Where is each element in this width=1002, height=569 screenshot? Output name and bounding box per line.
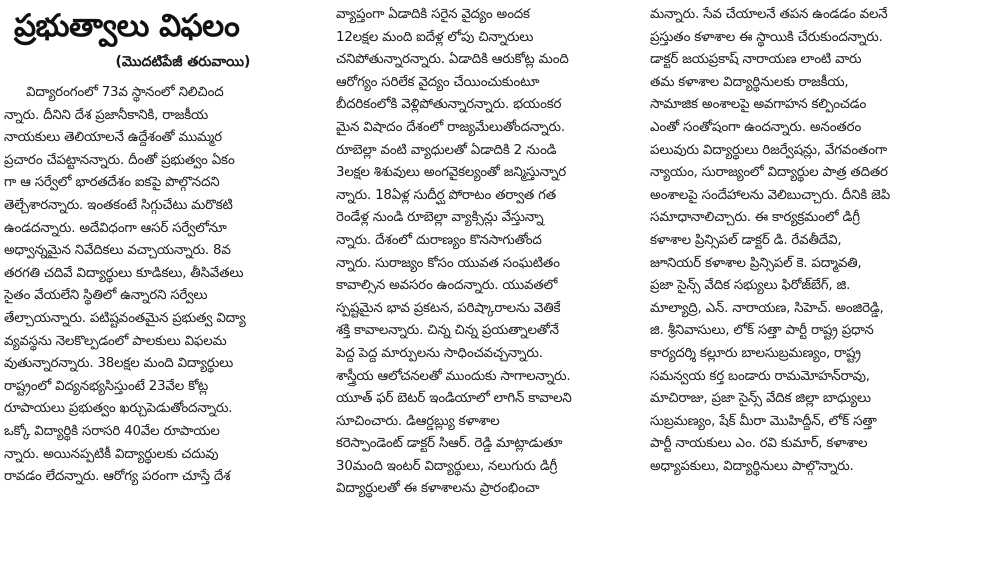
text-line: తేల్చాయన్నారు. పటిష్టవంతమైన ప్రభుత్వ విద్యా — [4, 310, 246, 326]
text-line: సుబ్రమణ్యం, షేక్ మీరా మొహిద్దీన్, లోక్ సత్తా — [650, 413, 877, 429]
text-line: రూపాయలు ప్రభుత్వం ఖర్చుపెడుతోందన్నారు. — [4, 401, 233, 417]
text-line: న్నారు. దేశంలో దురాణ్యం కొనసాగుతోంద — [336, 232, 542, 248]
text-line: వ్యవస్థను నెలకొల్పడంలో పాలకులు విఫలమ — [4, 333, 227, 349]
article-column-3 — [650, 4, 998, 569]
text-line: న్యాయం, సురాజ్యంలో విద్యార్థుల పాత్ర తదితర — [650, 165, 888, 181]
text-line: సమాధానాలిచ్చారు. ఈ కార్యక్రమంలో డిగ్రీ — [650, 210, 860, 226]
text-line: వ్యాప్తంగా ఏడాదికి సరైన వైద్యం అందక — [336, 7, 530, 22]
text-line: తమ కళాశాల విద్యార్థినులకు రాజకీయ, — [650, 74, 849, 90]
text-line: న్నారు. దీనిని దేశ ప్రజానీకానికి, రాజకీయ — [4, 107, 209, 123]
column-1-text — [4, 82, 322, 489]
text-line: సామాజిక అంశాలపై అవగాహన కల్పించడం — [650, 97, 867, 113]
text-line: మాల్యాద్రి, ఎన్. నారాయణ, సిహెచ్. అంజిరెడ్డి, — [650, 300, 884, 316]
text-line: ఉండదన్నారు. అదేవిధంగా ఆసర్ సర్వేలోనూ — [4, 220, 227, 236]
continuation-note: (మొదటిపేజీ తరువాయి) — [115, 54, 251, 70]
text-line: అంశాలపై సందేహాలను వెలిబుచ్చారు. దీనికి జెపి — [650, 187, 891, 203]
text-line: ఆరోగ్యం సరిలేక వైద్యం చేయించుకుంటూ — [336, 74, 540, 90]
text-line: నాయకులు తెలియాలనే ఉద్దేశంతో ముమ్మర — [4, 130, 222, 146]
text-line: పార్టీ నాయకులు ఎం. రవి కుమార్, కళాశాల — [650, 436, 868, 452]
text-line: శాస్త్రీయ ఆలోచనలతో ముందుకు సాగాలన్నారు. — [336, 368, 571, 384]
text-line: అధ్వాన్నమైన నివేదికలు వచ్చాయన్నారు. 8వ — [4, 243, 231, 259]
text-line: ప్రజా సైన్స్ వేదిక సభ్యులు ఫిరోజ్‌బేగ్, జి. — [650, 278, 851, 294]
text-line: రావడం లేదన్నారు. ఆరోగ్య పరంగా చూస్తే దేశ — [4, 469, 231, 485]
text-line: ఎంతో సంతోషంగా ఉందన్నారు. అనంతరం — [650, 119, 862, 135]
text-line: రాష్ట్రంలో విద్యనభ్యసిస్తుంటే 23వేల కోట్ల — [4, 378, 208, 394]
text-line: కరెస్పాండెంట్ డాక్టర్ సిఆర్. రెడ్డి మాట్లాడుతూ — [336, 436, 563, 452]
text-line: న్నారు. 18ఏళ్ల సుదీర్ఘ పోరాటం తర్వాత గత — [336, 187, 556, 203]
text-line: ఒక్కో విద్యార్థికి సరాసరి 40వేల రూపాయల — [4, 423, 220, 439]
text-line: 30మంది ఇంటర్ విద్యార్థులు, నలుగురు డిగ్రీ — [336, 458, 558, 474]
text-line: యూత్ ఫర్ బెటర్ ఇండియాలో లాగిన్ కావాలని — [336, 391, 572, 407]
column-3-text — [650, 4, 998, 478]
text-line: డాక్టర్ జయప్రకాష్ నారాయణ లాంటి వారు — [650, 52, 862, 68]
text-line: రూబెల్లా వంటి వ్యాధులతో ఏడాదికి 2 నుండి — [336, 142, 557, 158]
text-line: 12లక్షల మంది ఐదేళ్ల లోపు చిన్నారులు — [336, 29, 534, 45]
text-line: విద్యారంగంలో 73వ స్థానంలో నిలిచింద — [26, 85, 224, 100]
column-2-text — [336, 4, 636, 501]
article-headline: ప్రభుత్వాలు విఫలం — [14, 8, 240, 44]
article-column-1 — [4, 4, 322, 569]
text-line: శక్తి కావాలన్నారు. చిన్న చిన్న ప్రయత్నాలతోనే — [336, 323, 559, 339]
text-line: పెద్ద పెద్ద మార్పులను సాధించవచ్చన్నారు. — [336, 345, 543, 361]
text-line: రెండేళ్ల నుండి రూబెల్లా వ్యాక్సిన్లు వేస్తున్నా — [336, 210, 544, 226]
text-line: గా ఆ సర్వేలో భారతదేశం ఐకపై పొల్గొనదని — [4, 175, 220, 191]
text-line: కళాశాల ప్రిన్సిపల్ డాక్టర్ డి. రేవతీదేవి, — [650, 232, 842, 248]
text-line: సూచించారు. డిఆర్డబ్ల్యు కళాశాల — [336, 413, 500, 429]
text-line: న్నారు. సురాజ్యం కోసం యువత సంఘటితం — [336, 255, 560, 271]
text-line: జూనియర్ కళాశాల ప్రిన్సిపల్ కె. పద్మావతి, — [650, 255, 862, 271]
text-line: మాచిరాజు, ప్రజా సైన్స్ వేదిక జిల్లా బాధ్యులు — [650, 391, 871, 407]
text-line: మైన విషాదం దేశంలో రాజ్యమేలుతోందన్నారు. — [336, 119, 565, 135]
text-line: తెల్చేశారన్నారు. ఇంతకంటే సిగ్గుచేటు మరొకటి — [4, 197, 233, 213]
text-line: మన్నారు. సేవ చేయాలనే తపన ఉండడం వలనే — [650, 7, 888, 22]
text-line: అధ్యాపకులు, విద్యార్థినులు పాల్గొన్నారు. — [650, 458, 854, 474]
text-line: వుతున్నారన్నారు. 38లక్షల మంది విద్యార్థులు — [4, 356, 234, 372]
text-line: స్పష్టమైన భావ ప్రకటన, పరిష్కారాలను వెతికే — [336, 300, 561, 316]
text-line: సమన్వయ కర్త బండారు రామమోహన్‌రావు, — [650, 368, 870, 384]
text-line: విద్యార్థులతో ఈ కళాశాలను ప్రారంభించా — [336, 481, 540, 497]
text-line: సైతం వేయలేని స్థితిలో ఉన్నారని సర్వేలు — [4, 288, 208, 304]
text-line: పలువురు విద్యార్థులు రిజర్వేషన్లు, వేగవంతంగా — [650, 142, 888, 158]
text-line: కార్యదర్శి కల్లూరు బాలసుబ్రమణ్యం, రాష్ట్ర — [650, 345, 861, 361]
text-line: చనిపోతున్నారన్నారు. ఏడాదికి ఆరుకోట్ల మంది — [336, 52, 569, 68]
text-line: న్నారు. అయినప్పటికీ విద్యార్థులకు చదువు — [4, 446, 219, 462]
text-line: జి. శ్రీనివాసులు, లోక్ సత్తా పార్టీ రాష్ట్ర ప్రధాన — [650, 323, 874, 339]
text-line: ప్రచారం చేపట్టానన్నారు. దీంతో ప్రభుత్వం ఏకం — [4, 152, 235, 168]
text-line: ప్రస్తుతం కళాశాల ఈ స్థాయికి చేరుకుందన్నారు. — [650, 29, 883, 45]
article-column-2 — [336, 4, 636, 569]
text-line: కావాల్సిన అవసరం ఉందన్నారు. యువతలో — [336, 278, 558, 294]
text-line: బీదరికంలోకి వెళ్లిపోతున్నారన్నారు. భయంకర — [336, 97, 562, 113]
text-line: తరగతి చదివే విద్యార్థులు కూడికలు, తీసివేతలు — [4, 265, 244, 281]
text-line: 3లక్షల శిశువులు అంగవైకల్యంతో జన్మిస్తున్నార — [336, 165, 567, 181]
